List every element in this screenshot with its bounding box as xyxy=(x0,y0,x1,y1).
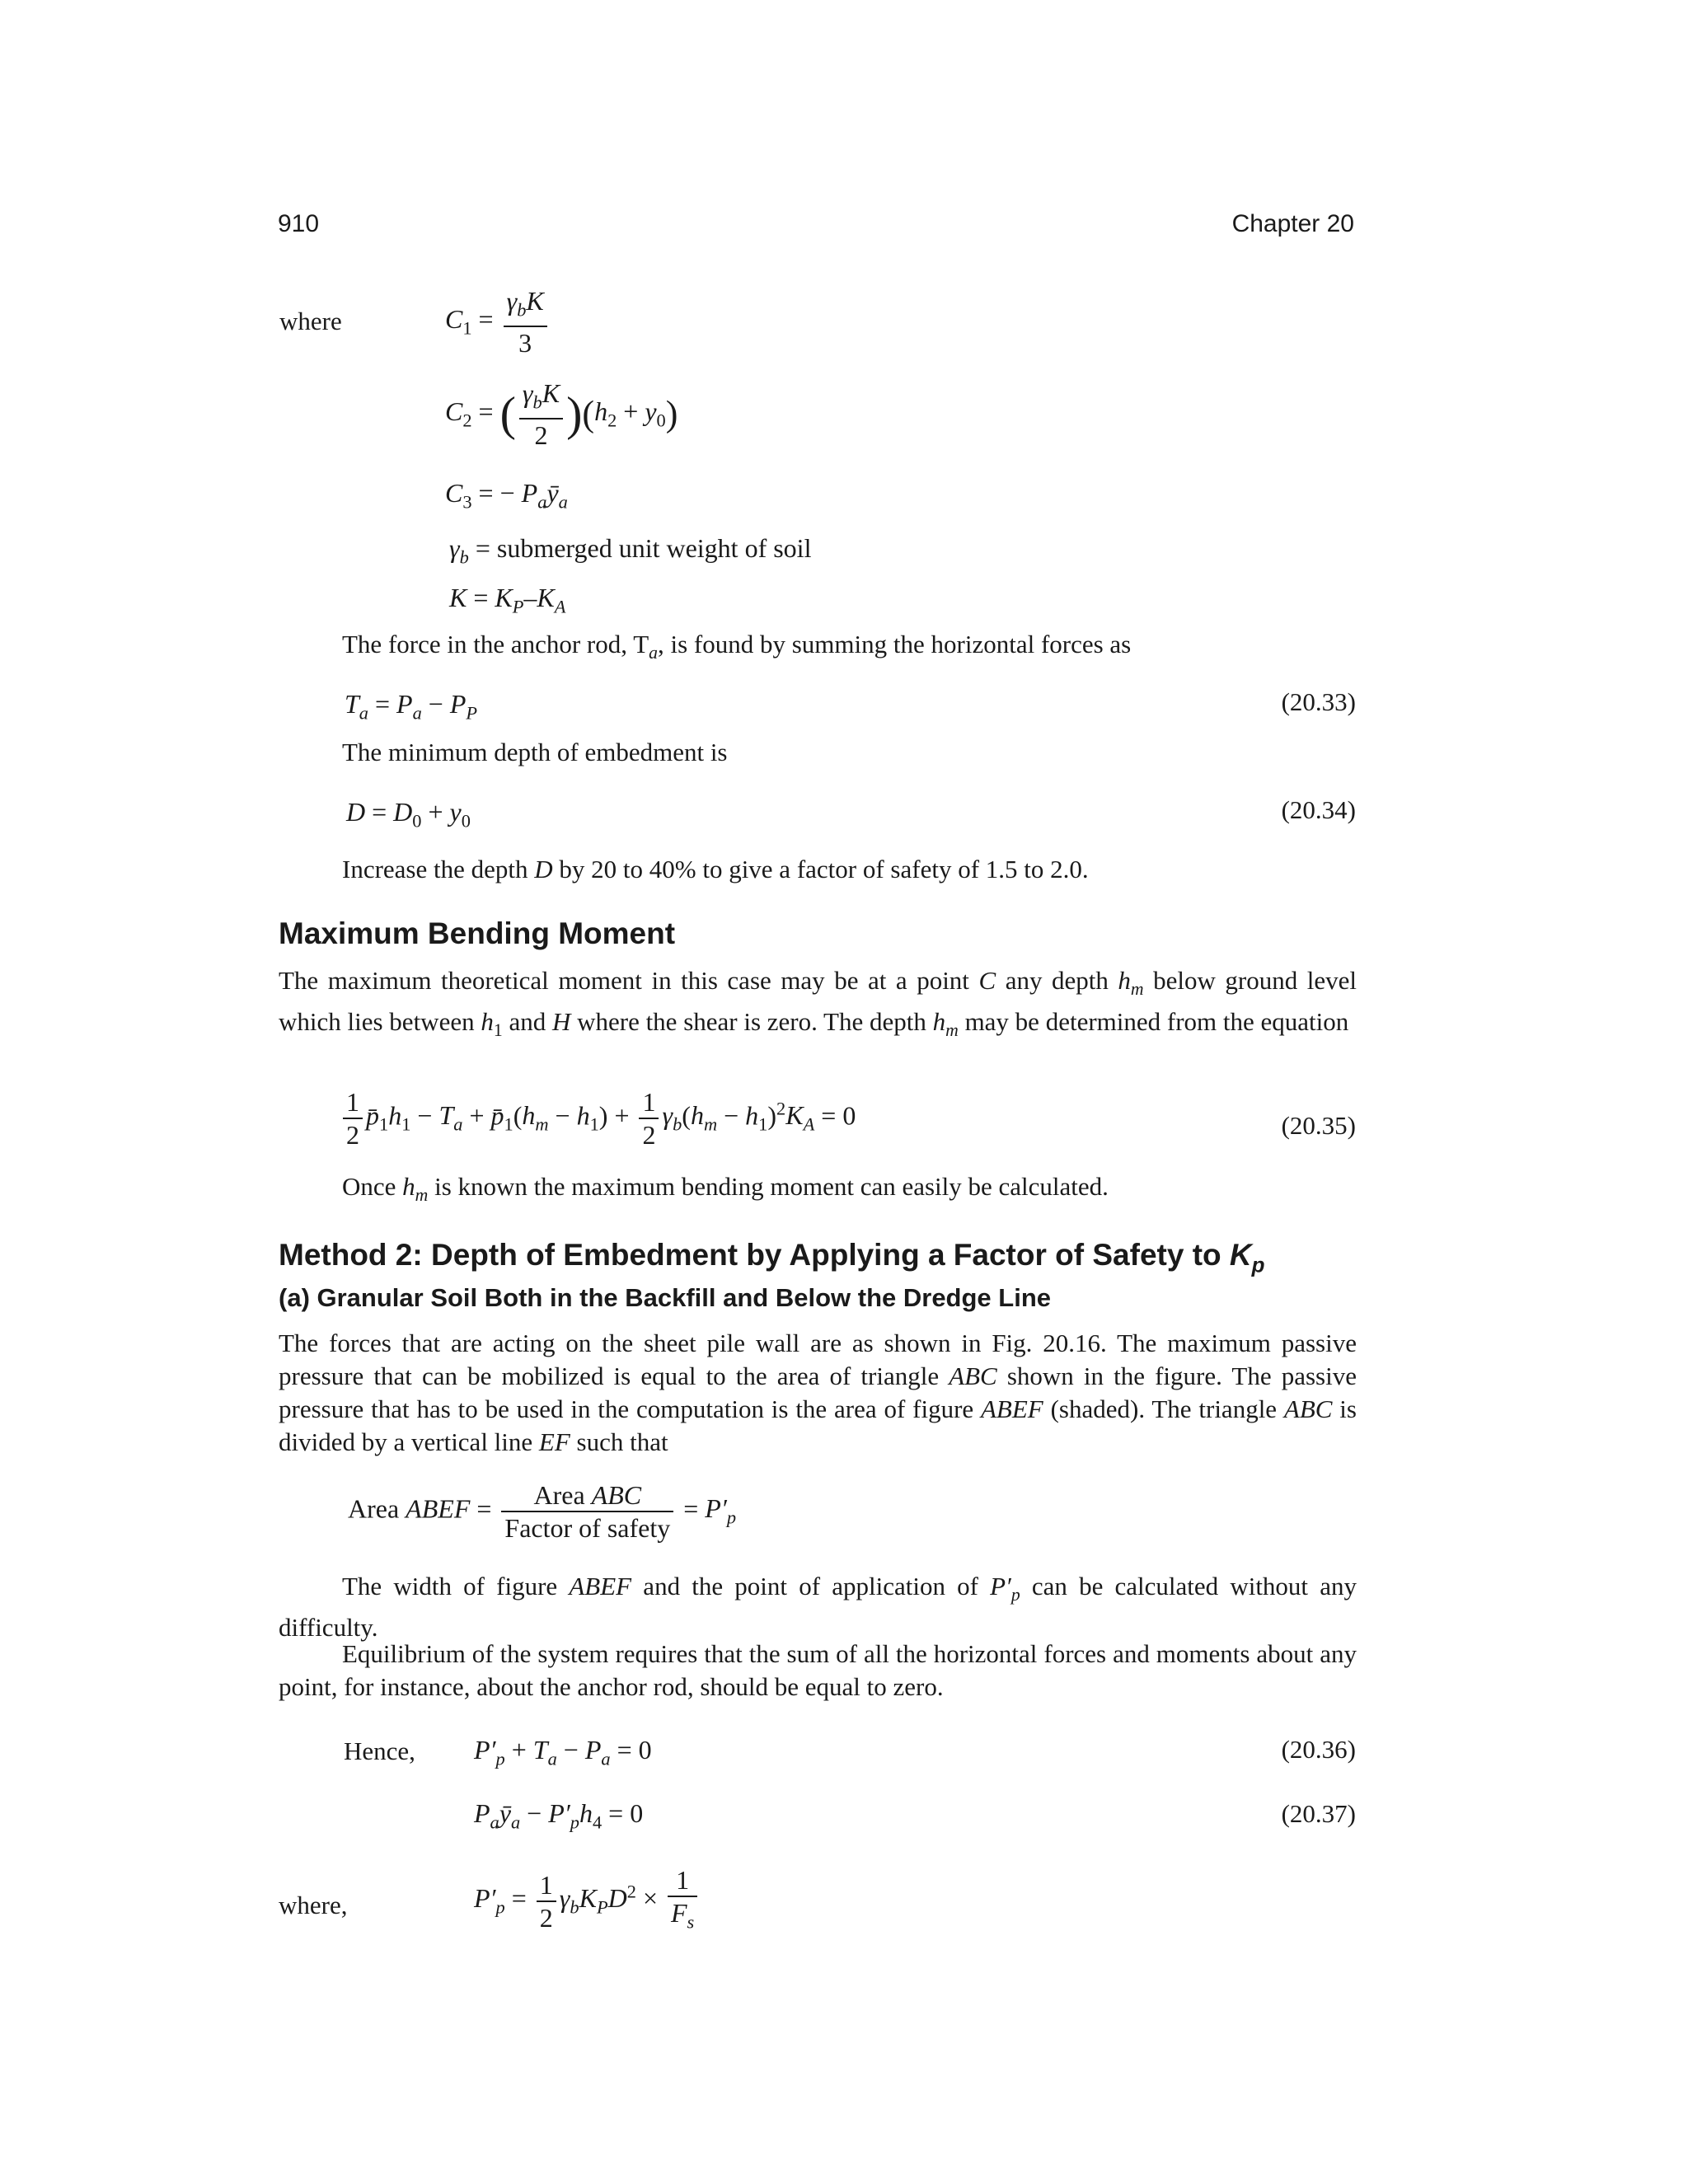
equation-20-34: $D = D_0 + y_0$ xyxy=(346,797,471,832)
increase-depth-post: by 20 to 40% to give a factor of safety of 1.5 to 2.0. xyxy=(552,855,1089,883)
max-moment-paragraph: The maximum theoretical moment in this case may be at a point C any depth $h_m$ below ground level which lies between $h_1$ and H where the shear is zero. The depth $h_m$ may be determined from the equation xyxy=(279,966,1357,1041)
equation-c2: $C_2$ = ( $\frac{\gamma_bK}{2}$ )$(h_2 + y_0)$ xyxy=(445,378,678,451)
max-moment-text-5: where the shear is zero. The depth xyxy=(570,1007,933,1037)
increase-depth-text: Increase the depth D by 20 to 40% to give a factor of safety of 1.5 to 2.0. xyxy=(342,855,1089,883)
forces-text-2: shown in the figure. The passive pressure that has to be used in the computation is the area of figure xyxy=(279,1361,1357,1423)
equation-c1: $C_1$ = $\frac{\gamma_bK}{3}$ xyxy=(445,285,551,359)
anchor-text-start: The force in the anchor rod, T xyxy=(342,630,649,658)
area-abef-label: Area xyxy=(348,1493,406,1524)
chapter-title: Chapter 20 xyxy=(1231,210,1354,237)
equation-number-20-36: (20.36) xyxy=(1281,1735,1356,1764)
max-moment-text-3: below ground level which lies between xyxy=(279,966,1357,1037)
once-post: is known the maximum bending moment can easily be calculated. xyxy=(428,1172,1109,1201)
equation-area-abef: Area ABEF = $\frac{\text{Area ABC}}{\text{Factor of safety}}$ = $P'_p$ xyxy=(348,1480,737,1543)
width-paragraph: The width of figure ABEF and the point of application of $P'_p$ can be calculated without any difficulty. xyxy=(279,1572,1357,1643)
hence-label: Hence, xyxy=(344,1736,415,1765)
gamma-b-definition: $\gamma_b$ = submerged unit weight of soil xyxy=(449,533,812,568)
max-moment-text-6: may be determined from the equation xyxy=(958,1007,1349,1037)
forces-text-3: (shaded). The triangle xyxy=(1043,1394,1284,1423)
equation-20-35: $\frac{1}{2}$ $p̄_1h_1 - T_a$ + $p̄_1(h_m - h_1)$ + $\frac{1}{2}$ $\gamma_b(h_m - h_1)^2K_A = 0$ xyxy=(340,1086,856,1151)
forces-paragraph: The forces that are acting on the sheet pile wall are as shown in Fig. 20.16. The maximum passive pressure that can be mobilized is equal to the area of triangle ABC shown in the figure. The passive pressure that has to be used in the computation is the area of figure ABEF (shaded). The triangle ABC is divided by a vertical line EF such that xyxy=(279,1329,1357,1456)
page-number: 910 xyxy=(278,210,320,237)
equation-number-20-34: (20.34) xyxy=(1281,795,1356,824)
forces-text-4: is divided by a vertical line xyxy=(279,1394,1357,1456)
heading-max-bending-moment: Maximum Bending Moment xyxy=(279,916,676,950)
equation-20-37: $P_aȳ_a - P'_ph_4 = 0$ xyxy=(474,1798,644,1833)
where-comma-label: where, xyxy=(279,1891,348,1919)
max-moment-text-1: The maximum theoretical moment in this case may be at a point xyxy=(279,966,979,995)
equation-20-36: $P'_p + T_a - P_a = 0$ xyxy=(474,1735,652,1769)
where-label: where xyxy=(279,307,342,335)
anchor-force-text: The force in the anchor rod, $T_a$, is found by summing the horizontal forces as xyxy=(342,630,1132,663)
max-moment-text-4: and xyxy=(502,1007,552,1037)
heading-method-2: Method 2: Depth of Embedment by Applying a Factor of Safety to $K_p$ xyxy=(279,1238,1265,1277)
equation-p-prime-p: $P'_p$ = $\frac{1}{2}$ $\gamma_bK_PD^2$ × $\frac{1}{F_s}$ xyxy=(474,1864,701,1938)
increase-depth-pre: Increase the depth xyxy=(342,855,535,883)
equation-number-20-37: (20.37) xyxy=(1281,1799,1356,1828)
forces-text-1: The forces that are acting on the sheet pile wall are as shown in Fig. 20.16. The maximum passive pressure that can be mobilized is equal to the area of triangle xyxy=(279,1329,1357,1390)
width-text-2: and the point of application of xyxy=(631,1572,991,1601)
heading-granular-soil: (a) Granular Soil Both in the Backfill and Below the Dredge Line xyxy=(279,1283,1052,1312)
anchor-text-end: , is found by summing the horizontal forces as xyxy=(657,630,1132,658)
equation-k: $K = K_P-K_A$ xyxy=(449,583,566,617)
min-depth-text: The minimum depth of embedment is xyxy=(342,738,728,766)
factor-of-safety-label: Factor of safety xyxy=(504,1513,671,1543)
max-moment-text-2: any depth xyxy=(996,966,1118,995)
equation-number-20-35: (20.35) xyxy=(1281,1111,1356,1140)
area-abc-label: Area xyxy=(533,1480,592,1510)
width-text-3: can be calculated without any difficulty. xyxy=(279,1572,1357,1643)
equation-20-33: $T_a = P_a - P_P$ xyxy=(345,689,478,724)
once-known-text: Once $h_m$ is known the maximum bending moment can easily be calculated. xyxy=(342,1172,1109,1206)
once-pre: Once xyxy=(342,1172,403,1201)
equation-number-20-33: (20.33) xyxy=(1281,687,1356,716)
equation-c3: $C_3$ = − $P_aȳ_a$ xyxy=(445,478,568,513)
forces-text-5: such that xyxy=(570,1427,668,1456)
gamma-b-definition-text: = submerged unit weight of soil xyxy=(475,533,812,563)
equilibrium-paragraph: Equilibrium of the system requires that the sum of all the horizontal forces and moments about any point, for instance, about the anchor rod, should be equal to zero. xyxy=(279,1639,1357,1701)
heading-method-2-text: Method 2: Depth of Embedment by Applying a Factor of Safety to xyxy=(279,1238,1230,1272)
width-text-1: The width of figure xyxy=(342,1572,570,1601)
